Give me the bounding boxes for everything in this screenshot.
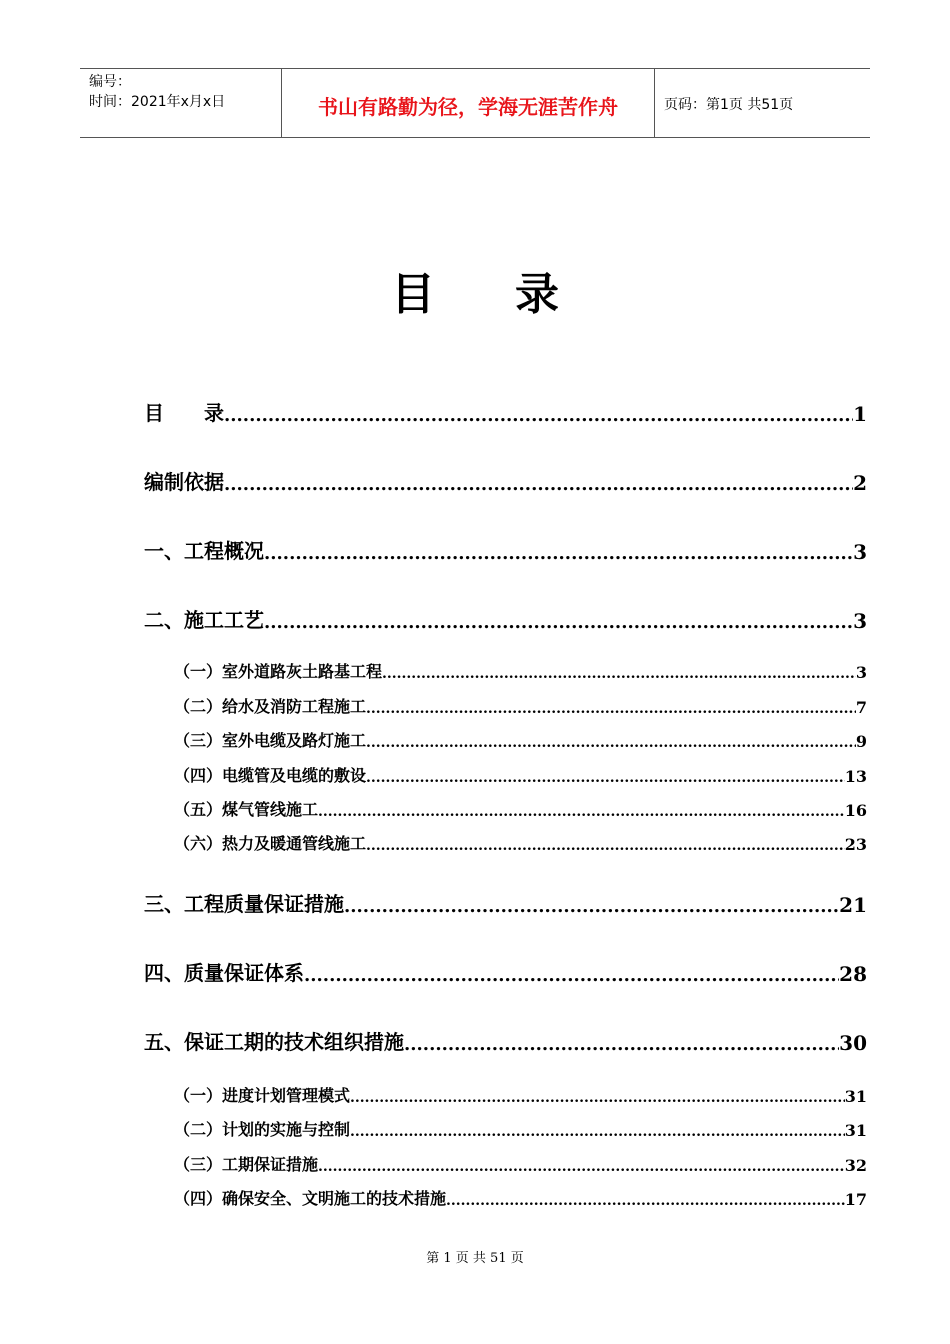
toc-entry[interactable]	[144, 889, 867, 917]
toc-entry[interactable]	[174, 1084, 867, 1106]
toc-dot-leader	[318, 804, 845, 820]
toc-entry[interactable]	[174, 1187, 867, 1209]
toc-entry[interactable]	[174, 832, 867, 854]
toc-entry-label: 四、质量保证体系	[144, 961, 304, 985]
toc-page-number: 21	[839, 893, 867, 917]
toc-page-number: 13	[844, 767, 867, 786]
toc-page-number: 3	[853, 609, 867, 633]
toc-dot-leader	[366, 701, 856, 717]
toc-entry-label: 二、施工工艺	[144, 608, 264, 632]
motto-text: 书山有路勤为径，学海无涯苦作舟	[318, 95, 618, 119]
toc-entry[interactable]	[144, 958, 867, 986]
toc-dot-leader	[366, 838, 845, 854]
header-page-info: 页码：第1页 共51页	[664, 97, 794, 113]
toc-page-number: 23	[844, 835, 867, 854]
toc-entry-label: （二）计划的实施与控制	[174, 1120, 351, 1139]
toc-page-number: 31	[844, 1121, 867, 1140]
toc-entry-label: 编制依据	[144, 470, 224, 494]
toc-entry-label: （六）热力及暖通管线施工	[174, 834, 367, 853]
toc-page-number: 9	[855, 732, 867, 751]
toc-dot-leader	[366, 770, 845, 786]
header-motto-cell	[282, 69, 655, 137]
toc-dot-leader	[350, 1124, 845, 1140]
toc-dot-leader	[264, 612, 853, 633]
toc-page-number: 1	[853, 402, 867, 426]
toc-entry-label: （三）室外电缆及路灯施工	[174, 731, 367, 750]
date-label: 时间：2021年x月x日	[89, 94, 226, 110]
toc-entry-label: 目 录	[144, 401, 224, 425]
header-page-cell	[655, 69, 870, 137]
toc-entry[interactable]	[174, 1153, 867, 1175]
toc-dot-leader	[366, 735, 856, 751]
toc-dot-leader	[264, 543, 853, 564]
toc-page-number: 32	[844, 1156, 867, 1175]
toc-page-number: 17	[844, 1190, 867, 1209]
toc-entry-label: 三、工程质量保证措施	[144, 892, 344, 916]
toc-page-number: 7	[855, 698, 867, 717]
toc-entry[interactable]	[174, 798, 867, 820]
toc-entry-label: （五）煤气管线施工	[174, 800, 319, 819]
toc-page-number: 3	[855, 663, 867, 682]
toc-entry[interactable]	[144, 467, 867, 495]
header-meta-cell	[80, 69, 282, 137]
toc-page-number: 30	[839, 1031, 867, 1055]
toc-entry-label: （一）进度计划管理模式	[174, 1086, 351, 1105]
toc-dot-leader	[446, 1193, 845, 1209]
toc-dot-leader	[224, 474, 853, 495]
toc-page-number: 2	[853, 471, 867, 495]
toc-entry-label: （三）工期保证措施	[174, 1155, 319, 1174]
toc-entry[interactable]	[174, 1118, 867, 1140]
page-title: 目录	[391, 269, 639, 320]
toc-page-number: 28	[839, 962, 867, 986]
toc-dot-leader	[304, 965, 839, 986]
toc-entry[interactable]	[174, 695, 867, 717]
serial-number-label: 编号：	[89, 74, 131, 90]
toc-entry-label: 一、工程概况	[144, 539, 264, 563]
toc-entry[interactable]	[174, 764, 867, 786]
page-footer: 第 1 页 共 51 页	[426, 1251, 524, 1266]
toc-entry-label: （一）室外道路灰土路基工程	[174, 662, 383, 681]
toc-entry-label: （四）确保安全、文明施工的技术措施	[174, 1189, 447, 1208]
toc-entry[interactable]	[144, 605, 867, 633]
toc-page-number: 31	[844, 1087, 867, 1106]
toc-dot-leader	[350, 1090, 845, 1106]
toc-dot-leader	[318, 1159, 845, 1175]
toc-entry[interactable]	[144, 398, 867, 426]
toc-entry[interactable]	[174, 660, 867, 682]
toc-entry-label: （二）给水及消防工程施工	[174, 697, 367, 716]
toc-dot-leader	[344, 896, 839, 917]
toc-dot-leader	[382, 666, 856, 682]
toc-page-number: 3	[853, 540, 867, 564]
toc-dot-leader	[404, 1034, 839, 1055]
toc-entry-label: （四）电缆管及电缆的敷设	[174, 766, 367, 785]
toc-entry[interactable]	[144, 536, 867, 564]
toc-entry[interactable]	[174, 729, 867, 751]
toc-entry-label: 五、保证工期的技术组织措施	[144, 1030, 404, 1054]
toc-entry[interactable]	[144, 1027, 867, 1055]
document-header	[80, 68, 870, 138]
toc-dot-leader	[224, 405, 853, 426]
toc-page-number: 16	[844, 801, 867, 820]
